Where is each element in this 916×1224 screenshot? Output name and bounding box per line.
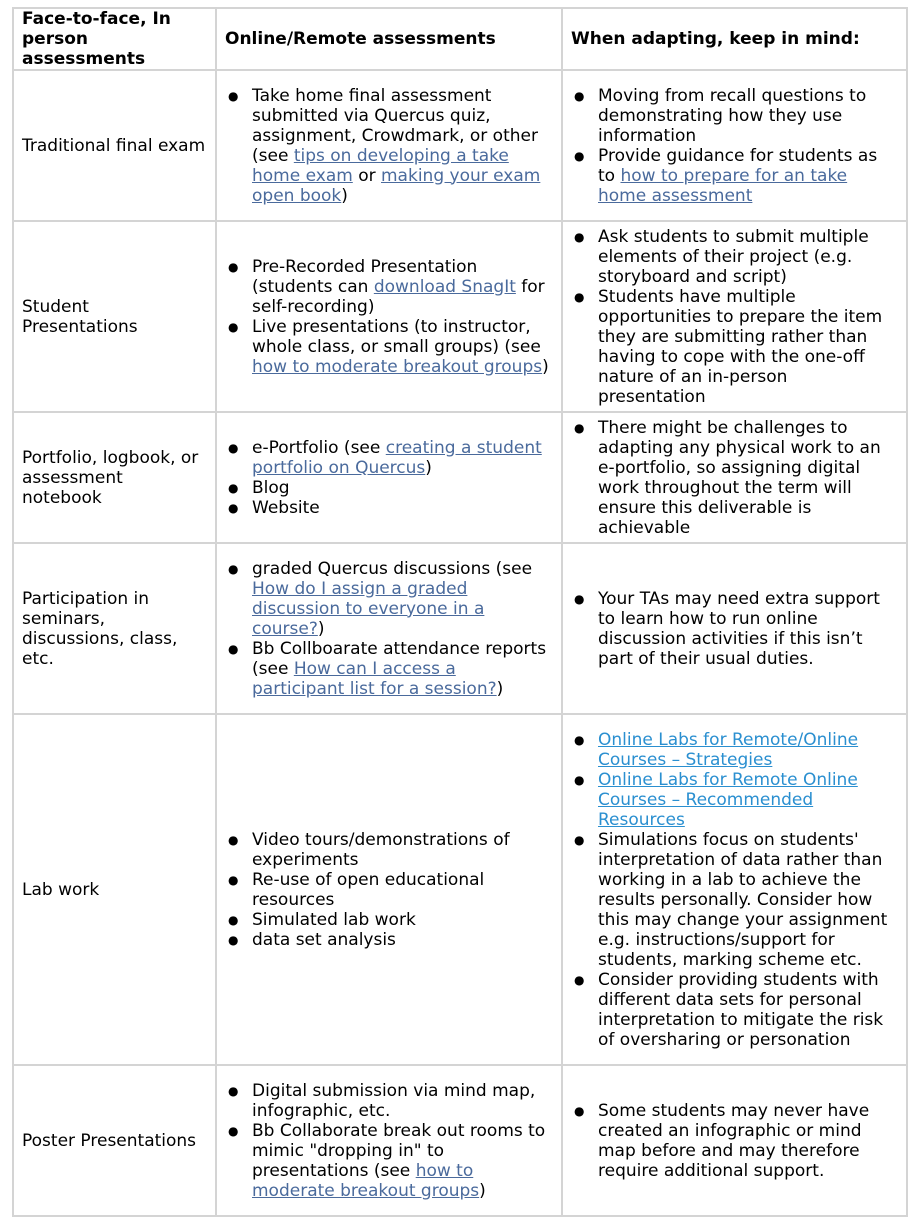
bullet-item: [571, 146, 898, 206]
adaptation-notes-list: [571, 730, 898, 1050]
adaptation-notes-cell: [562, 1065, 907, 1216]
bullet-text: Re-use of open educational resources: [252, 869, 485, 910]
bullet-text: Ask students to submit multiple elements of their project (e.g. storyboard and script): [598, 226, 869, 287]
bullet-text: Your TAs may need extra support to learn how to run online discussion activities if this isn’t part of their usual duties.: [598, 588, 880, 669]
resource-link[interactable]: how to prepare for an take home assessment: [598, 165, 848, 206]
resource-link[interactable]: how to moderate breakout groups: [252, 1160, 480, 1201]
bullet-item: [571, 770, 898, 830]
adaptation-notes-list: [571, 86, 898, 206]
bullet-item: [225, 1081, 553, 1121]
bullet-item: [225, 498, 553, 518]
online-options-cell: [216, 543, 562, 714]
resource-link[interactable]: making your exam open book: [252, 165, 541, 206]
bullet-text: There might be challenges to adapting any physical work to an e-portfolio, so assigning digital work throughout the term will ensure this deliverable is achievable: [598, 417, 881, 538]
table-row: [13, 221, 907, 412]
assessment-table: [12, 7, 908, 1217]
bullet-item: [225, 1121, 553, 1201]
assessment-type-cell: Traditional final exam: [13, 70, 216, 221]
bullet-item: [571, 86, 898, 146]
bullet-text: Video tours/demonstrations of experiments: [252, 829, 510, 870]
online-options-cell: [216, 1065, 562, 1216]
adaptation-notes-list: [571, 1101, 898, 1181]
bullet-text: ): [317, 618, 325, 639]
bullet-item: [225, 930, 553, 950]
bullet-text: Live presentations (to instructor, whole class, or small groups) (see: [252, 316, 541, 357]
bullet-text: for self-recording): [252, 276, 545, 317]
bullet-text: Moving from recall questions to demonstrating how they use information: [598, 85, 867, 146]
bullet-text: Bb Collboarate attendance reports (see: [252, 638, 547, 679]
online-options-list: [225, 86, 553, 206]
assessment-type-cell: Portfolio, logbook, or assessment notebook: [13, 412, 216, 543]
bullet-item: [225, 317, 553, 377]
bullet-item: [225, 910, 553, 930]
bullet-item: [225, 478, 553, 498]
bullet-item: [571, 830, 898, 970]
assessment-type-cell: Lab work: [13, 714, 216, 1065]
bullet-text: or: [352, 165, 381, 186]
assessment-type-cell: Poster Presentations: [13, 1065, 216, 1216]
bullet-text: Consider providing students with different data sets for personal interpretation to mitigate the risk of oversharing or personation: [598, 969, 884, 1050]
resource-link[interactable]: tips on developing a take home exam: [252, 145, 509, 186]
assessment-type-cell: Participation in seminars, discussions, class, etc.: [13, 543, 216, 714]
online-options-list: [225, 257, 553, 377]
bullet-item: [571, 970, 898, 1050]
resource-link[interactable]: How can I access a participant list for a session?: [252, 658, 497, 699]
bullet-item: [225, 257, 553, 317]
bullet-item: [225, 559, 553, 639]
table-row: [13, 543, 907, 714]
bullet-item: [571, 418, 898, 538]
online-options-cell: [216, 714, 562, 1065]
resource-link[interactable]: how to moderate breakout groups: [252, 356, 543, 377]
bullet-item: [225, 870, 553, 910]
adaptation-notes-cell: [562, 221, 907, 412]
resource-link[interactable]: creating a student portfolio on Quercus: [252, 437, 542, 478]
bullet-text: Blog: [252, 477, 290, 498]
assessment-type-cell: Student Presentations: [13, 221, 216, 412]
adaptation-notes-list: [571, 418, 898, 538]
online-options-cell: [216, 70, 562, 221]
resource-link[interactable]: Online Labs for Remote/Online Courses – Strategies: [598, 729, 859, 770]
header-when-adapting: When adapting, keep in mind:: [562, 8, 907, 70]
adaptation-notes-list: [571, 227, 898, 407]
adaptation-notes-cell: [562, 412, 907, 543]
bullet-text: Simulations focus on students' interpretation of data rather than working in a lab to achieve the results personally. Consider how this may change your assignment e.g. instructions/support for students, marking scheme etc.: [598, 829, 888, 970]
resource-link[interactable]: Online Labs for Remote Online Courses – Recommended Resources: [598, 769, 858, 830]
bullet-item: [571, 1101, 898, 1181]
bullet-text: ): [341, 185, 348, 206]
table-row: [13, 412, 907, 543]
bullet-text: ): [425, 457, 432, 478]
bullet-item: [571, 589, 898, 669]
resource-link[interactable]: How do I assign a graded discussion to everyone in a course?: [252, 578, 485, 639]
bullet-item: [225, 830, 553, 870]
online-options-list: [225, 1081, 553, 1201]
table-row: [13, 70, 907, 221]
table-row: [13, 1065, 907, 1216]
bullet-text: graded Quercus discussions (see: [252, 558, 533, 579]
bullet-text: Website: [252, 497, 320, 518]
bullet-text: Take home final assessment submitted via Quercus quiz, assignment, Crowdmark, or other (see: [252, 85, 538, 166]
bullet-text: Digital submission via mind map, infographic, etc.: [252, 1080, 536, 1121]
bullet-text: data set analysis: [252, 929, 396, 950]
bullet-text: ): [479, 1180, 486, 1201]
bullet-item: [571, 287, 898, 407]
bullet-item: [225, 438, 553, 478]
bullet-text: e-Portfolio (see: [252, 437, 386, 458]
online-options-list: [225, 559, 553, 699]
header-row: [13, 8, 907, 70]
header-online-remote: Online/Remote assessments: [216, 8, 562, 70]
bullet-text: ): [496, 678, 504, 699]
bullet-text: Students have multiple opportunities to prepare the item they are submitting rather than having to cope with the one-off nature of an in-person presentation: [598, 286, 883, 407]
bullet-text: Simulated lab work: [252, 909, 416, 930]
resource-link[interactable]: download SnagIt: [373, 276, 516, 297]
adaptation-notes-cell: [562, 70, 907, 221]
bullet-text: Bb Collaborate break out rooms to mimic "dropping in" to presentations (see: [252, 1120, 546, 1181]
header-face-to-face: Face-to-face, In person assessments: [13, 8, 216, 70]
bullet-item: [571, 227, 898, 287]
bullet-item: [225, 86, 553, 206]
bullet-text: Provide guidance for students as to: [598, 145, 878, 186]
online-options-list: [225, 438, 553, 518]
bullet-item: [571, 730, 898, 770]
online-options-cell: [216, 221, 562, 412]
bullet-text: ): [542, 356, 549, 377]
table-row: [13, 714, 907, 1065]
adaptation-notes-list: [571, 589, 898, 669]
bullet-text: Some students may never have created an infographic or mind map before and may therefore require additional support.: [598, 1100, 870, 1181]
online-options-list: [225, 830, 553, 950]
bullet-item: [225, 639, 553, 699]
online-options-cell: [216, 412, 562, 543]
bullet-text: Pre-Recorded Presentation (students can: [252, 256, 478, 297]
adaptation-notes-cell: [562, 543, 907, 714]
adaptation-notes-cell: [562, 714, 907, 1065]
